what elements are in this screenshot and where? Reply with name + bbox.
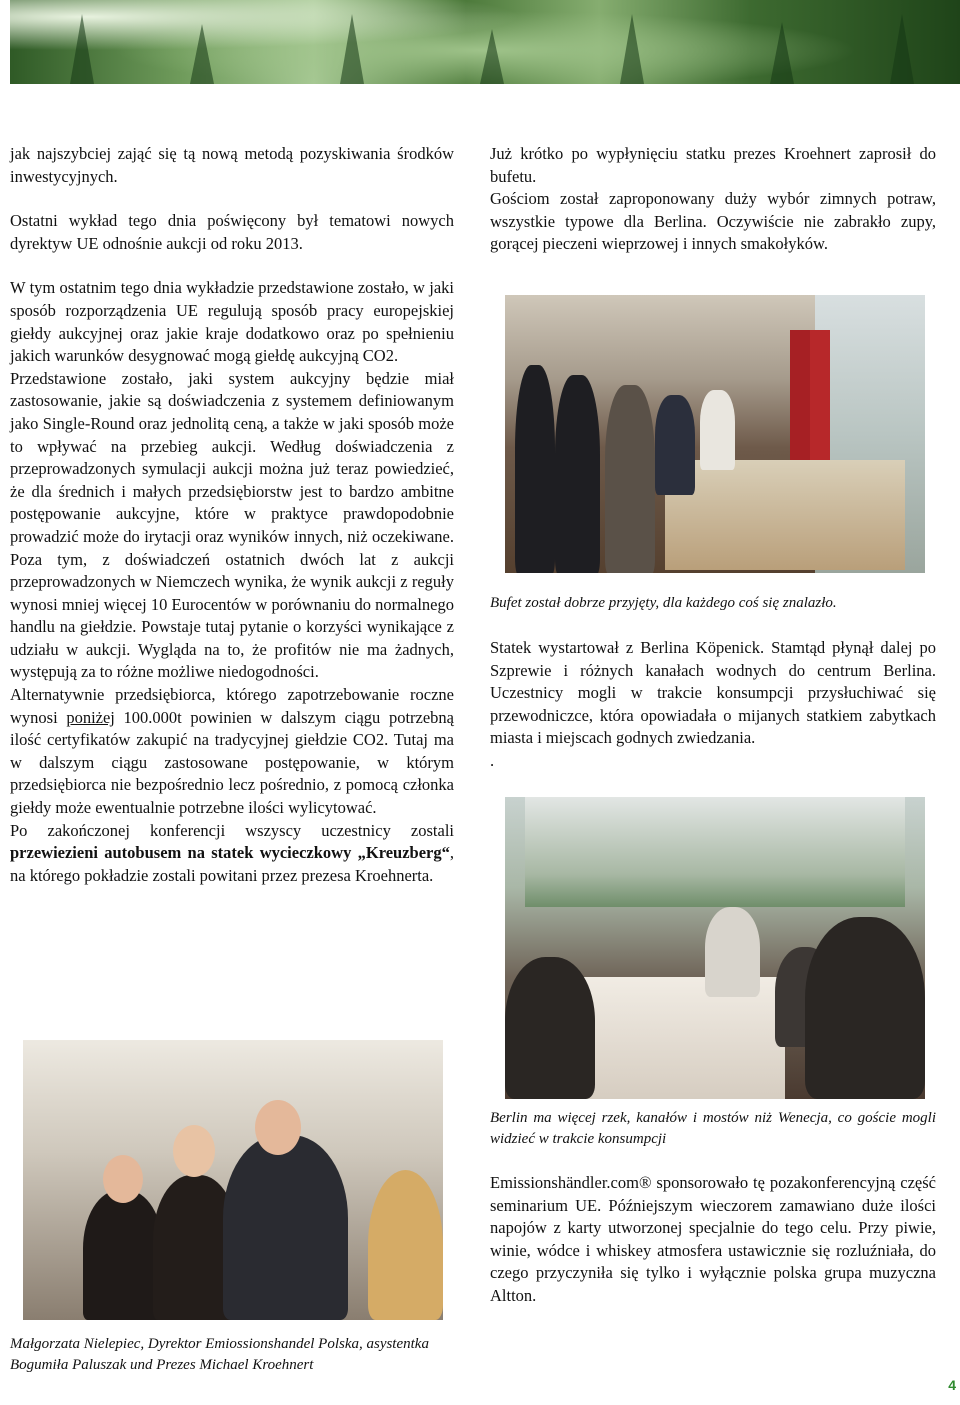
text-run: Po zakończonej konferencji wszyscy uczestnicy zostali	[10, 820, 454, 840]
paragraph	[10, 684, 454, 820]
people-photo	[23, 1040, 443, 1320]
paragraph-dot: .	[490, 750, 495, 770]
right-column	[490, 143, 936, 256]
dining-photo	[505, 797, 925, 1099]
page-number: 4	[948, 1377, 956, 1393]
bold-text: przewiezieni autobusem na statek wycieczkowy „Kreuzberg“	[10, 843, 450, 863]
paragraph: jak najszybciej zająć się tą nową metodą pozyskiwania środków inwestycyjnych.	[10, 144, 454, 186]
paragraph: Gościom został zaproponowany duży wybór zimnych potraw, wszystkie typowe dla Berlina. Oczywiście nie zabrakło zupy, gorącej pieczeni wieprzowej i innych smakołyków.	[490, 189, 936, 254]
paragraph: Emissionshändler.com® sponsorowało tę pozakonferencyjną część seminarium UE. Późniejszym wieczorem zamawiano duże ilości napojów z karty utworzonej specjalnie do tego celu. Przy piwie, winie, wódce i whiskey atmosfera ustawicznie się rozluźniała, do czego przyczyniła się tylko i wyłącznie polska grupa muzyczna Altton.	[490, 1173, 936, 1305]
text-run: 100.000t powinien w dalszym ciągu potrzebną ilość certyfikatów zakupić na tradycyjnej giełdzie CO2. Tutaj ma w dalszym ciągu zastosowane postępowanie, w którym przedsiębiorca nie bezpośrednio lecz pośrednio, z pomocą członka giełdy może ewentualnie potrzebne ilości wylicytować.	[10, 707, 454, 818]
banner-tree	[480, 29, 504, 84]
banner-tree	[340, 14, 364, 84]
header-forest-banner	[10, 0, 960, 84]
banner-tree	[770, 22, 794, 84]
underlined-text: poniżej	[66, 707, 115, 727]
paragraph: Ostatni wykład tego dnia poświęcony był tematowi nowych dyrektyw UE odnośnie aukcji od roku 2013.	[10, 211, 454, 253]
banner-tree	[620, 14, 644, 84]
paragraph: Przedstawione zostało, jaki system aukcyjny będzie miał zastosowanie, jakie są doświadczenia z systemem definiowanym jako Single-Round oraz jednolitą ceną, a także w jaki sposób może to wpływać na przebieg aukcji. Według doświadczenia z przeprowadzonych symulacji aukcji można już teraz powiedzieć, że dla średnich i małych przedsiębiorstw jest to bardzo ambitne postępowanie aukcyjne, które w praktyce prawdopodobnie prowadzić może do irytacji oraz wyników innych, niż oczekiwane. Poza tym, z doświadczeń ostatnich dwóch lat z aukcji przeprowadzonych w Niemczech wynika, że wynik aukcji z reguły wynosi mniej więcej 10 Eurocentów w porównaniu do normalnego handlu na giełdzie. Powstaje tutaj pytanie o korzyści wynikające z udziału w aukcji. Wygląda na to, że profitów nie ma żadnych, występują za to różne możliwe niedogodności.	[10, 368, 454, 682]
paragraph	[10, 820, 454, 888]
caption-buffet: Bufet został dobrze przyjęty, dla każdego coś się znalazło.	[490, 595, 837, 611]
caption-people: Małgorzata Nielepiec, Dyrektor Emiossionshandel Polska, asystentka Bogumiła Paluszak und Prezes Michael Kroehnert	[10, 1336, 429, 1373]
banner-tree	[890, 14, 914, 84]
paragraph: Statek wystartował z Berlina Köpenick. Stamtąd płynął dalej po Szprewie i różnych kanałach wodnych do centrum Berlina. Uczestnicy mogli w trakcie konsumpcji przysłuchiwać się przewodniczce, która opowiadała o mijanych statkiem zabytkach miasta i miejscach godnych zwiedzania.	[490, 638, 936, 748]
right-column-middle	[490, 637, 936, 773]
buffet-photo	[505, 295, 925, 573]
banner-tree	[190, 24, 214, 84]
left-column	[10, 143, 454, 887]
caption-dining: Berlin ma więcej rzek, kanałów i mostów niż Wenecja, co goście mogli widzieć w trakcie konsumpcji	[490, 1110, 936, 1147]
paragraph: W tym ostatnim tego dnia wykładzie przedstawione zostało, w jaki sposób rozporządzenia UE regulują sposób pracy europejskiej giełdy aukcyjnej oraz jakie kraje dodatkowo oraz po spełnieniu jakich warunków desygnować mogą giełdę aukcyjną CO2.	[10, 278, 454, 366]
text-run: Alternatywnie przedsiębiorca, którego zapotrzebowanie roczne wynosi	[10, 685, 454, 727]
text-run: , na którego pokładzie zostali powitani przez prezesa Kroehnerta.	[10, 843, 454, 885]
paragraph: Już krótko po wypłynięciu statku prezes Kroehnert zaprosił do bufetu.	[490, 144, 936, 186]
right-column-bottom	[490, 1172, 936, 1308]
banner-tree	[70, 14, 94, 84]
